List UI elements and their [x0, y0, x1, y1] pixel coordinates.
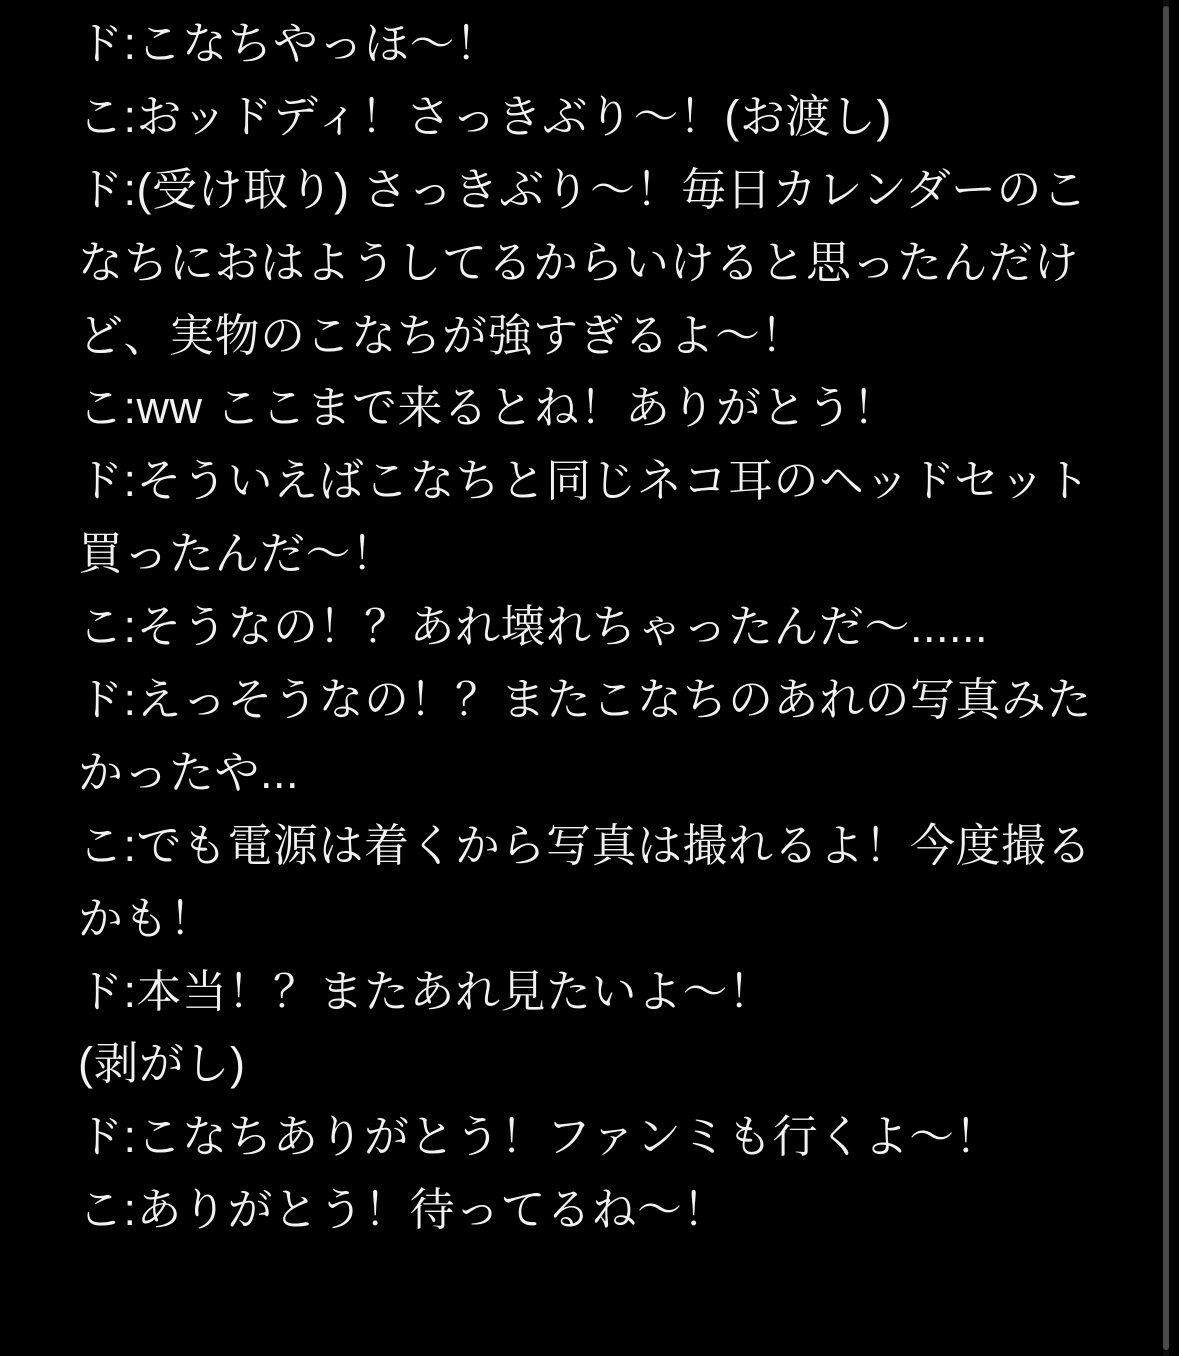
transcript-line: ド:えっそうなの！？またこなちのあれの写真みたかったや... [78, 674, 1093, 798]
scrollbar-thumb[interactable] [1163, 6, 1169, 1350]
transcript-line: ド:(受け取り) さっきぶり〜！毎日カレンダーのこなちにおはようしてるからいけると思ったんだけど、実物のこなちが強すぎるよ〜！ [78, 163, 1088, 361]
transcript-line: ド:そういえばこなちと同じネコ耳のヘッドセット買ったんだ〜！ [78, 455, 1091, 580]
transcript-line: こ:そうなの！？あれ壊れちゃったんだ〜...... [78, 601, 989, 653]
transcript-line: ド:こなちやっほ〜！ [78, 18, 501, 69]
transcript-line: こ:おッドディ！さっきぶり〜！(お渡し) [78, 90, 892, 142]
transcript-line: (剥がし) [78, 1038, 246, 1090]
transcript-text [78, 8, 1095, 1247]
transcript-line: こ:ww ここまで来るとね！ありがとう！ [78, 382, 899, 434]
transcript-line: こ:でも電源は着くから写真は撮れるよ！今度撮るかも！ [78, 819, 1093, 944]
transcript-line: ド:本当！？またあれ見たいよ〜！ [78, 965, 774, 1017]
transcript-line: ド:こなちありがとう！ファンミも行くよ〜！ [78, 1111, 1001, 1163]
transcript-line: こ:ありがとう！待ってるね〜！ [78, 1184, 729, 1236]
